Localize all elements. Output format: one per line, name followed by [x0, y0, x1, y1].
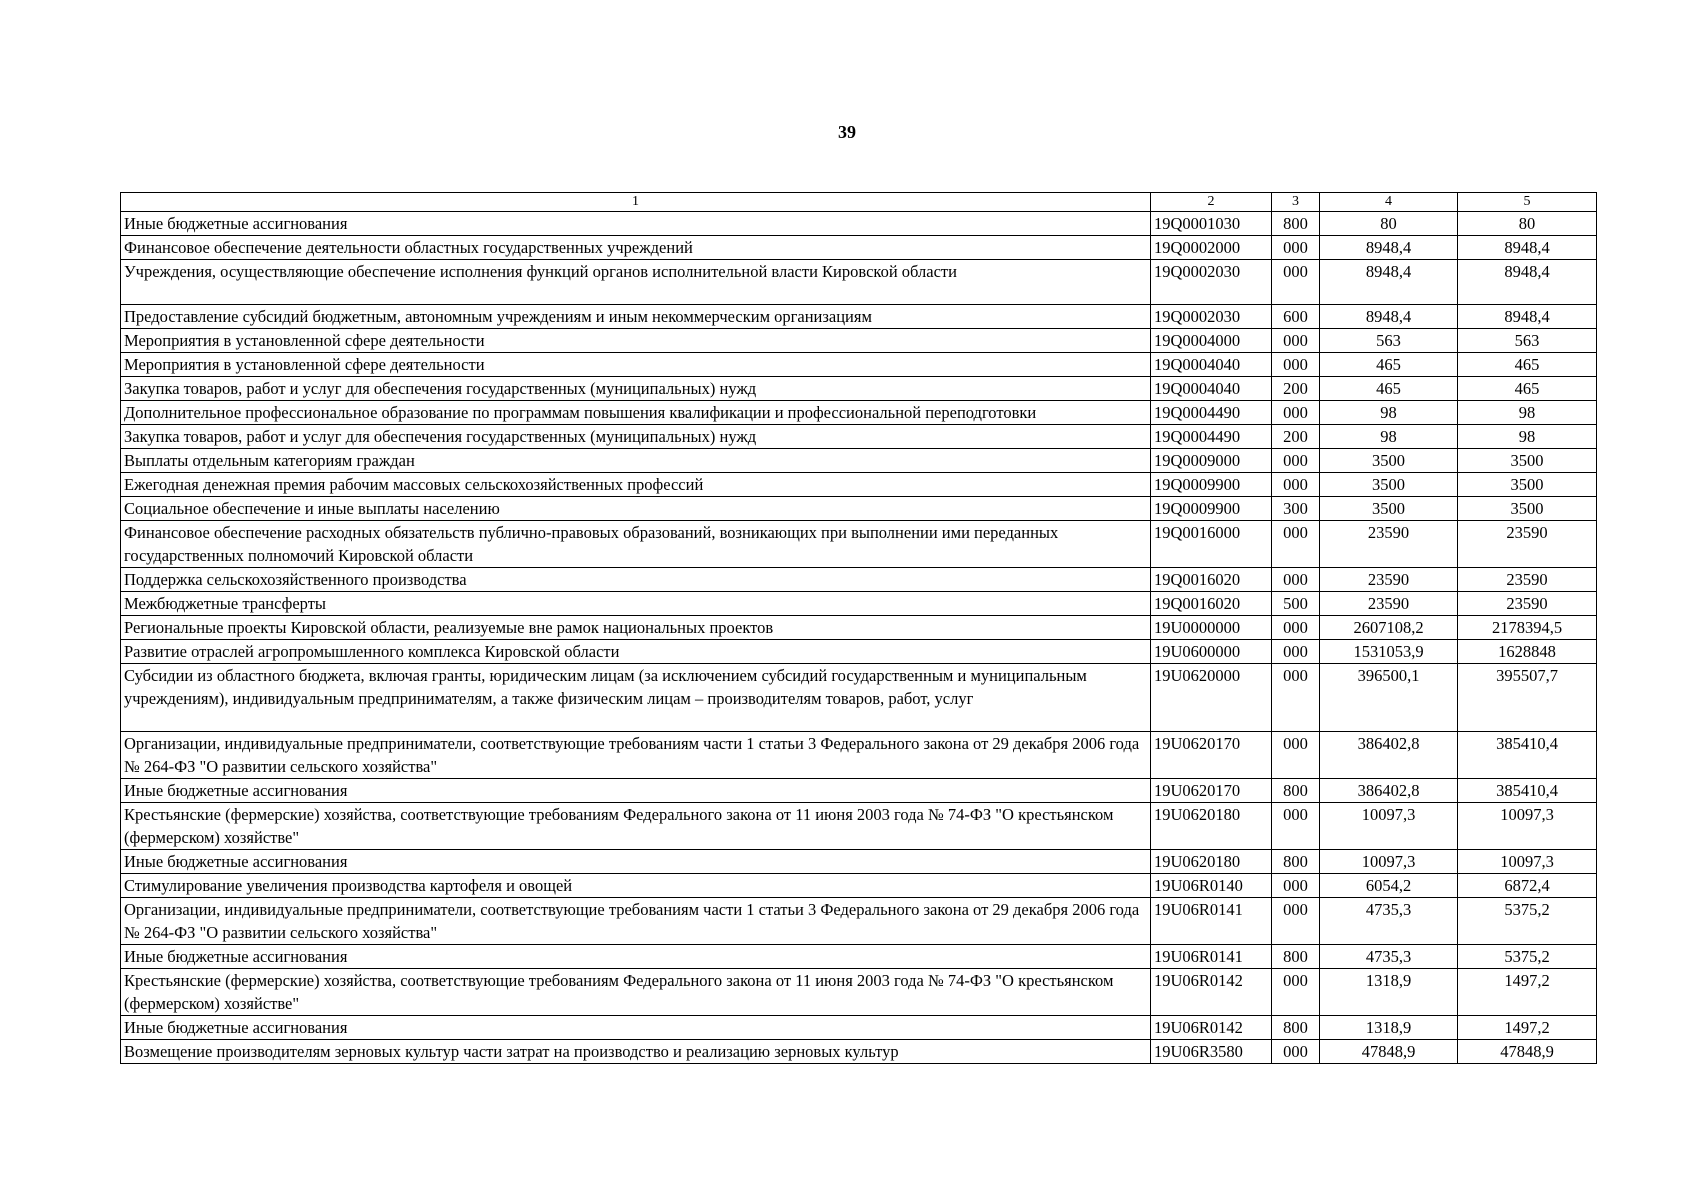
row-code-cell: 19Q0002030 [1151, 305, 1272, 329]
row-expense-type-cell: 000 [1272, 803, 1320, 850]
row-code-cell: 19U0620170 [1151, 732, 1272, 779]
table-row [121, 1040, 1597, 1064]
row-value-1-cell: 563 [1320, 329, 1458, 353]
row-name-cell: Предоставление субсидий бюджетным, автономным учреждениям и иным некоммерческим организациям [121, 305, 1151, 329]
table-row [121, 260, 1597, 305]
table-row [121, 449, 1597, 473]
row-value-1-cell: 465 [1320, 353, 1458, 377]
row-value-2-cell: 5375,2 [1458, 898, 1597, 945]
row-value-2-cell: 1497,2 [1458, 969, 1597, 1016]
row-value-2-cell: 6872,4 [1458, 874, 1597, 898]
row-expense-type-cell: 000 [1272, 969, 1320, 1016]
row-value-1-cell: 386402,8 [1320, 732, 1458, 779]
row-value-1-cell: 98 [1320, 425, 1458, 449]
row-code-cell: 19Q0002000 [1151, 236, 1272, 260]
table-row [121, 497, 1597, 521]
row-value-1-cell: 23590 [1320, 521, 1458, 568]
row-expense-type-cell: 000 [1272, 236, 1320, 260]
row-name-cell: Учреждения, осуществляющие обеспечение исполнения функций органов исполнительной власти Кировской области [121, 260, 1151, 305]
row-value-2-cell: 5375,2 [1458, 945, 1597, 969]
row-expense-type-cell: 000 [1272, 473, 1320, 497]
row-code-cell: 19Q0009000 [1151, 449, 1272, 473]
row-value-2-cell: 465 [1458, 377, 1597, 401]
row-name-cell: Социальное обеспечение и иные выплаты населению [121, 497, 1151, 521]
table-row [121, 568, 1597, 592]
row-expense-type-cell: 800 [1272, 850, 1320, 874]
row-value-2-cell: 8948,4 [1458, 236, 1597, 260]
row-value-2-cell: 47848,9 [1458, 1040, 1597, 1064]
row-code-cell: 19U06R3580 [1151, 1040, 1272, 1064]
table-row [121, 779, 1597, 803]
row-value-2-cell: 23590 [1458, 592, 1597, 616]
row-expense-type-cell: 000 [1272, 521, 1320, 568]
row-code-cell: 19U0620180 [1151, 803, 1272, 850]
table-row [121, 521, 1597, 568]
row-name-cell: Региональные проекты Кировской области, реализуемые вне рамок национальных проектов [121, 616, 1151, 640]
table-row [121, 236, 1597, 260]
row-code-cell: 19U06R0142 [1151, 1016, 1272, 1040]
row-value-2-cell: 10097,3 [1458, 850, 1597, 874]
row-value-1-cell: 8948,4 [1320, 305, 1458, 329]
row-name-cell: Крестьянские (фермерские) хозяйства, соответствующие требованиям Федерального закона от 11 июня 2003 года № 74-ФЗ "О крестьянском (фермерском) хозяйстве" [121, 803, 1151, 850]
row-expense-type-cell: 000 [1272, 874, 1320, 898]
row-code-cell: 19U0620180 [1151, 850, 1272, 874]
table-row [121, 874, 1597, 898]
row-name-cell: Мероприятия в установленной сфере деятельности [121, 353, 1151, 377]
row-value-2-cell: 385410,4 [1458, 779, 1597, 803]
row-code-cell: 19Q0016020 [1151, 592, 1272, 616]
header-cell: 3 [1272, 193, 1320, 212]
row-code-cell: 19Q0004490 [1151, 425, 1272, 449]
table-row [121, 353, 1597, 377]
table-row [121, 329, 1597, 353]
table-row [121, 945, 1597, 969]
row-value-1-cell: 4735,3 [1320, 945, 1458, 969]
row-value-1-cell: 386402,8 [1320, 779, 1458, 803]
row-value-2-cell: 80 [1458, 212, 1597, 236]
row-value-2-cell: 3500 [1458, 497, 1597, 521]
row-value-1-cell: 10097,3 [1320, 850, 1458, 874]
row-name-cell: Иные бюджетные ассигнования [121, 779, 1151, 803]
row-expense-type-cell: 800 [1272, 945, 1320, 969]
row-value-1-cell: 98 [1320, 401, 1458, 425]
row-name-cell: Организации, индивидуальные предприниматели, соответствующие требованиям части 1 статьи 3 Федерального закона от 29 декабря 2006 года № 264-ФЗ "О развитии сельского хозяйства" [121, 898, 1151, 945]
row-value-1-cell: 6054,2 [1320, 874, 1458, 898]
row-value-2-cell: 3500 [1458, 473, 1597, 497]
row-expense-type-cell: 000 [1272, 1040, 1320, 1064]
row-code-cell: 19U06R0140 [1151, 874, 1272, 898]
row-code-cell: 19U0000000 [1151, 616, 1272, 640]
row-name-cell: Субсидии из областного бюджета, включая гранты, юридическим лицам (за исключением субсидий государственным и муниципальным учреждениям), индивидуальным предпринимателям, а также физическим лицам – производителям товаров, работ, услуг [121, 664, 1151, 732]
header-cell: 2 [1151, 193, 1272, 212]
row-name-cell: Ежегодная денежная премия рабочим массовых сельскохозяйственных профессий [121, 473, 1151, 497]
header-cell: 5 [1458, 193, 1597, 212]
row-expense-type-cell: 600 [1272, 305, 1320, 329]
row-value-1-cell: 3500 [1320, 497, 1458, 521]
row-value-2-cell: 1628848 [1458, 640, 1597, 664]
row-value-1-cell: 4735,3 [1320, 898, 1458, 945]
row-name-cell: Финансовое обеспечение деятельности областных государственных учреждений [121, 236, 1151, 260]
row-code-cell: 19Q0002030 [1151, 260, 1272, 305]
row-code-cell: 19U0620000 [1151, 664, 1272, 732]
row-name-cell: Финансовое обеспечение расходных обязательств публично-правовых образований, возникающих при выполнении ими переданных государственных полномочий Кировской области [121, 521, 1151, 568]
table-row [121, 305, 1597, 329]
row-value-1-cell: 8948,4 [1320, 260, 1458, 305]
row-code-cell: 19U0600000 [1151, 640, 1272, 664]
table-row [121, 425, 1597, 449]
row-name-cell: Возмещение производителям зерновых культур части затрат на производство и реализацию зерновых культур [121, 1040, 1151, 1064]
row-name-cell: Иные бюджетные ассигнования [121, 1016, 1151, 1040]
row-code-cell: 19U0620170 [1151, 779, 1272, 803]
row-value-2-cell: 8948,4 [1458, 260, 1597, 305]
row-code-cell: 19Q0004040 [1151, 353, 1272, 377]
row-code-cell: 19Q0001030 [1151, 212, 1272, 236]
table-row [121, 664, 1597, 732]
row-name-cell: Иные бюджетные ассигнования [121, 850, 1151, 874]
table-row [121, 1016, 1597, 1040]
row-value-2-cell: 98 [1458, 401, 1597, 425]
table-row [121, 732, 1597, 779]
row-expense-type-cell: 800 [1272, 212, 1320, 236]
row-code-cell: 19Q0004490 [1151, 401, 1272, 425]
header-cell: 4 [1320, 193, 1458, 212]
row-value-2-cell: 23590 [1458, 521, 1597, 568]
row-code-cell: 19Q0016000 [1151, 521, 1272, 568]
row-value-2-cell: 385410,4 [1458, 732, 1597, 779]
row-expense-type-cell: 300 [1272, 497, 1320, 521]
row-expense-type-cell: 800 [1272, 779, 1320, 803]
row-name-cell: Межбюджетные трансферты [121, 592, 1151, 616]
table-row [121, 969, 1597, 1016]
table-row [121, 401, 1597, 425]
row-name-cell: Дополнительное профессиональное образование по программам повышения квалификации и профессиональной переподготовки [121, 401, 1151, 425]
table-row [121, 212, 1597, 236]
row-value-1-cell: 8948,4 [1320, 236, 1458, 260]
table-row [121, 592, 1597, 616]
row-value-1-cell: 465 [1320, 377, 1458, 401]
header-cell: 1 [121, 193, 1151, 212]
table-row [121, 850, 1597, 874]
row-expense-type-cell: 000 [1272, 353, 1320, 377]
row-expense-type-cell: 000 [1272, 329, 1320, 353]
row-value-1-cell: 1318,9 [1320, 969, 1458, 1016]
row-name-cell: Иные бюджетные ассигнования [121, 945, 1151, 969]
row-name-cell: Мероприятия в установленной сфере деятельности [121, 329, 1151, 353]
row-value-1-cell: 47848,9 [1320, 1040, 1458, 1064]
row-value-1-cell: 3500 [1320, 449, 1458, 473]
row-value-2-cell: 23590 [1458, 568, 1597, 592]
row-expense-type-cell: 000 [1272, 449, 1320, 473]
row-name-cell: Выплаты отдельным категориям граждан [121, 449, 1151, 473]
row-name-cell: Крестьянские (фермерские) хозяйства, соответствующие требованиям Федерального закона от 11 июня 2003 года № 74-ФЗ "О крестьянском (фермерском) хозяйстве" [121, 969, 1151, 1016]
row-value-2-cell: 563 [1458, 329, 1597, 353]
row-expense-type-cell: 000 [1272, 401, 1320, 425]
row-value-1-cell: 1318,9 [1320, 1016, 1458, 1040]
row-value-1-cell: 2607108,2 [1320, 616, 1458, 640]
row-name-cell: Развитие отраслей агропромышленного комплекса Кировской области [121, 640, 1151, 664]
row-code-cell: 19Q0009900 [1151, 497, 1272, 521]
row-value-2-cell: 3500 [1458, 449, 1597, 473]
row-code-cell: 19U06R0142 [1151, 969, 1272, 1016]
row-code-cell: 19U06R0141 [1151, 945, 1272, 969]
row-name-cell: Поддержка сельскохозяйственного производства [121, 568, 1151, 592]
table-row [121, 640, 1597, 664]
table-row [121, 377, 1597, 401]
row-code-cell: 19Q0016020 [1151, 568, 1272, 592]
row-code-cell: 19Q0009900 [1151, 473, 1272, 497]
row-expense-type-cell: 200 [1272, 425, 1320, 449]
row-value-1-cell: 80 [1320, 212, 1458, 236]
row-expense-type-cell: 000 [1272, 664, 1320, 732]
row-value-2-cell: 395507,7 [1458, 664, 1597, 732]
row-expense-type-cell: 000 [1272, 640, 1320, 664]
row-expense-type-cell: 000 [1272, 568, 1320, 592]
table-body [121, 193, 1597, 1064]
row-value-1-cell: 23590 [1320, 568, 1458, 592]
row-code-cell: 19U06R0141 [1151, 898, 1272, 945]
row-value-2-cell: 98 [1458, 425, 1597, 449]
table-row [121, 616, 1597, 640]
row-expense-type-cell: 200 [1272, 377, 1320, 401]
table-row [121, 803, 1597, 850]
row-value-2-cell: 10097,3 [1458, 803, 1597, 850]
row-expense-type-cell: 800 [1272, 1016, 1320, 1040]
row-expense-type-cell: 000 [1272, 898, 1320, 945]
row-name-cell: Закупка товаров, работ и услуг для обеспечения государственных (муниципальных) нужд [121, 425, 1151, 449]
row-name-cell: Организации, индивидуальные предприниматели, соответствующие требованиям части 1 статьи 3 Федерального закона от 29 декабря 2006 года № 264-ФЗ "О развитии сельского хозяйства" [121, 732, 1151, 779]
row-name-cell: Закупка товаров, работ и услуг для обеспечения государственных (муниципальных) нужд [121, 377, 1151, 401]
page-number: 39 [838, 122, 856, 142]
row-value-1-cell: 396500,1 [1320, 664, 1458, 732]
row-value-2-cell: 8948,4 [1458, 305, 1597, 329]
row-value-1-cell: 10097,3 [1320, 803, 1458, 850]
row-code-cell: 19Q0004040 [1151, 377, 1272, 401]
row-expense-type-cell: 500 [1272, 592, 1320, 616]
row-value-2-cell: 1497,2 [1458, 1016, 1597, 1040]
table-row [121, 898, 1597, 945]
row-name-cell: Иные бюджетные ассигнования [121, 212, 1151, 236]
row-value-1-cell: 23590 [1320, 592, 1458, 616]
row-expense-type-cell: 000 [1272, 732, 1320, 779]
row-value-1-cell: 1531053,9 [1320, 640, 1458, 664]
budget-table [120, 192, 1597, 1064]
row-value-1-cell: 3500 [1320, 473, 1458, 497]
row-value-2-cell: 2178394,5 [1458, 616, 1597, 640]
row-code-cell: 19Q0004000 [1151, 329, 1272, 353]
row-expense-type-cell: 000 [1272, 616, 1320, 640]
row-value-2-cell: 465 [1458, 353, 1597, 377]
row-expense-type-cell: 000 [1272, 260, 1320, 305]
table-row [121, 473, 1597, 497]
table-header-row [121, 193, 1597, 212]
row-name-cell: Стимулирование увеличения производства картофеля и овощей [121, 874, 1151, 898]
